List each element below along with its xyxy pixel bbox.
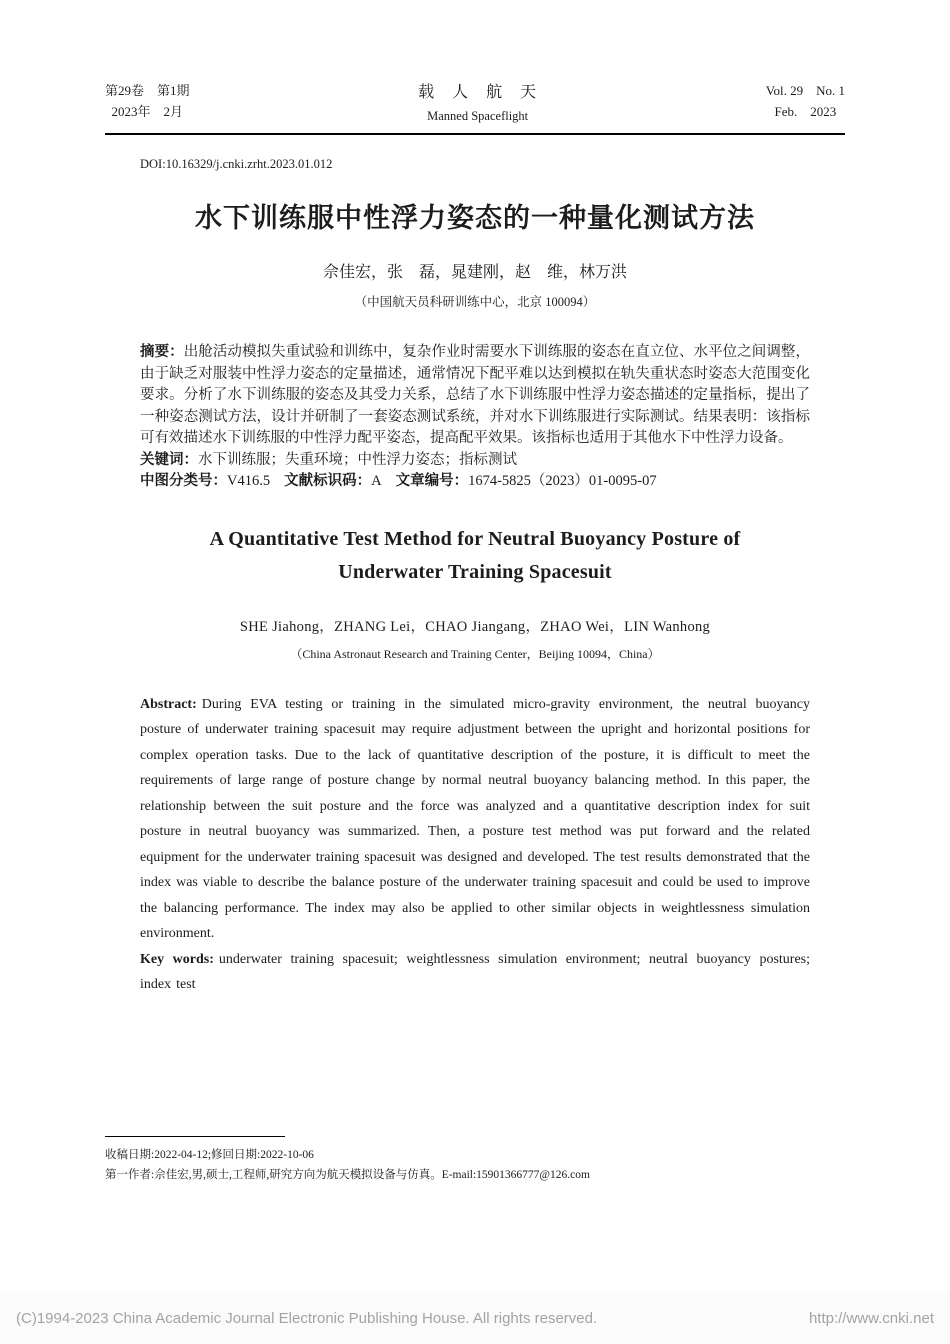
keywords-cn — [140, 450, 810, 472]
article-number: 文章编号：1674-5825（2023）01-0095-07 — [395, 473, 657, 490]
header-volume-issue-cn — [105, 80, 190, 123]
footnote-divider — [105, 1136, 285, 1137]
journal-title-cn: 载 人 航 天 — [418, 84, 538, 101]
paper-title-cn: 水下训练服中性浮力姿态的一种量化测试方法 — [195, 203, 755, 234]
header-volume-line-cn: 第29卷 第1期 — [105, 83, 190, 98]
authors-en: SHE Jiahong，ZHANG Lei，CHAO Jiangang，ZHAO Wei，LIN Wanhong — [239, 618, 711, 635]
authors-cn: 佘佳宏，张 磊，晁建刚，赵 维，林万洪 — [322, 264, 627, 282]
footer-copyright: (C)1994-2023 China Academic Journal Electronic Publishing House. All rights reserved. — [16, 1309, 598, 1327]
header-journal-title — [418, 80, 537, 127]
paper-title-en-line1: A Quantitative Test Method for Neutral Buoyancy Posture of — [209, 527, 741, 550]
journal-title-en: Manned Spaceflight — [427, 109, 529, 124]
affiliation-en: （China Astronaut Research and Training Center，Beijing 10094，China） — [290, 646, 660, 661]
paper-title-en-line2: Underwater Training Spacesuit — [338, 560, 612, 583]
keywords-label-en: Key words: — [140, 951, 214, 967]
footer-url[interactable]: http://www.cnki.net — [808, 1309, 934, 1327]
header-date-line-en: Feb. 2023 — [774, 104, 837, 120]
header-volume-line-en: Vol. 29 No. 1 — [765, 83, 845, 98]
header-divider — [105, 133, 845, 135]
keywords-text-en: underwater training spacesuit; weightlessness simulation environment; neutral buoyancy postures; index test — [140, 951, 811, 993]
keywords-text-cn: 水下训练服；失重环境；中性浮力姿态；指标测试 — [198, 451, 517, 468]
clc-number: 中图分类号：V416.5 — [140, 473, 271, 490]
footnote-dates: 收稿日期:2022-04-12;修回日期:2022-10-06 — [105, 1149, 314, 1161]
journal-header — [105, 80, 845, 127]
affiliation-cn: （中国航天员科研训练中心，北京 100094） — [354, 295, 596, 310]
keywords-en — [140, 947, 810, 998]
abstract-en — [140, 692, 810, 947]
abstract-label-cn: 摘要： — [140, 344, 184, 361]
header-date-line-cn: 2023年 2月 — [111, 104, 184, 120]
page-footer — [0, 1292, 950, 1344]
footnote-block — [105, 1136, 845, 1185]
keywords-label-cn: 关键词： — [140, 451, 198, 468]
header-volume-issue-en — [766, 80, 845, 123]
paper-title-en — [140, 523, 810, 589]
footnote-first-author: 第一作者:佘佳宏,男,硕士,工程师,研究方向为航天模拟设备与仿真。E-mail:15901366777@126.com — [105, 1169, 590, 1181]
abstract-text-cn: 出舱活动模拟失重试验和训练中，复杂作业时需要水下训练服的姿态在直立位、水平位之间调整，由于缺乏对服装中性浮力姿态的定量描述，通常情况下配平难以达到模拟在轨失重状态时姿态大范围变化要求。分析了水下训练服的姿态及其受力关系，总结了水下训练服中性浮力姿态描述的定量指标，提出了一种姿态测试方法，设计并研制了一套姿态测试系统，并对水下训练服进行实际测试。结果表明：该指标可有效描述水下训练服的中性浮力配平姿态，提高配平效果。该指标也适用于其他水下中性浮力设备。 — [140, 344, 810, 447]
abstract-label-en: Abstract: — [140, 696, 197, 712]
document-code: 文献标识码：A — [284, 473, 382, 490]
abstract-text-en: During EVA testing or training in the simulated micro-gravity environment, the neutral buoyancy posture of underwater training spacesuit may require adjustment between the upright and horizontal positions for complex operation tasks. Due to the lack of quantitative description of the posture, it is difficult to meet the requirements of large range of posture change by normal neutral buoyancy balancing method. In this paper, the relationship between the suit posture and the force was analyzed and a quantitative description index for suit posture in neutral buoyancy was summarized. Then, a posture test method was put forward and the related equipment for the underwater training spacesuit was designed and developed. The test results demonstrated that the index was viable to describe the balance posture of the underwater training spacesuit and could be used to improve the balancing performance. The index may also be applied to other similar objects in weightlessness simulation environment. — [140, 696, 811, 942]
classification-line — [140, 471, 810, 493]
doi-line: DOI:10.16329/j.cnki.zrht.2023.01.012 — [140, 157, 333, 172]
abstract-cn — [140, 342, 810, 450]
